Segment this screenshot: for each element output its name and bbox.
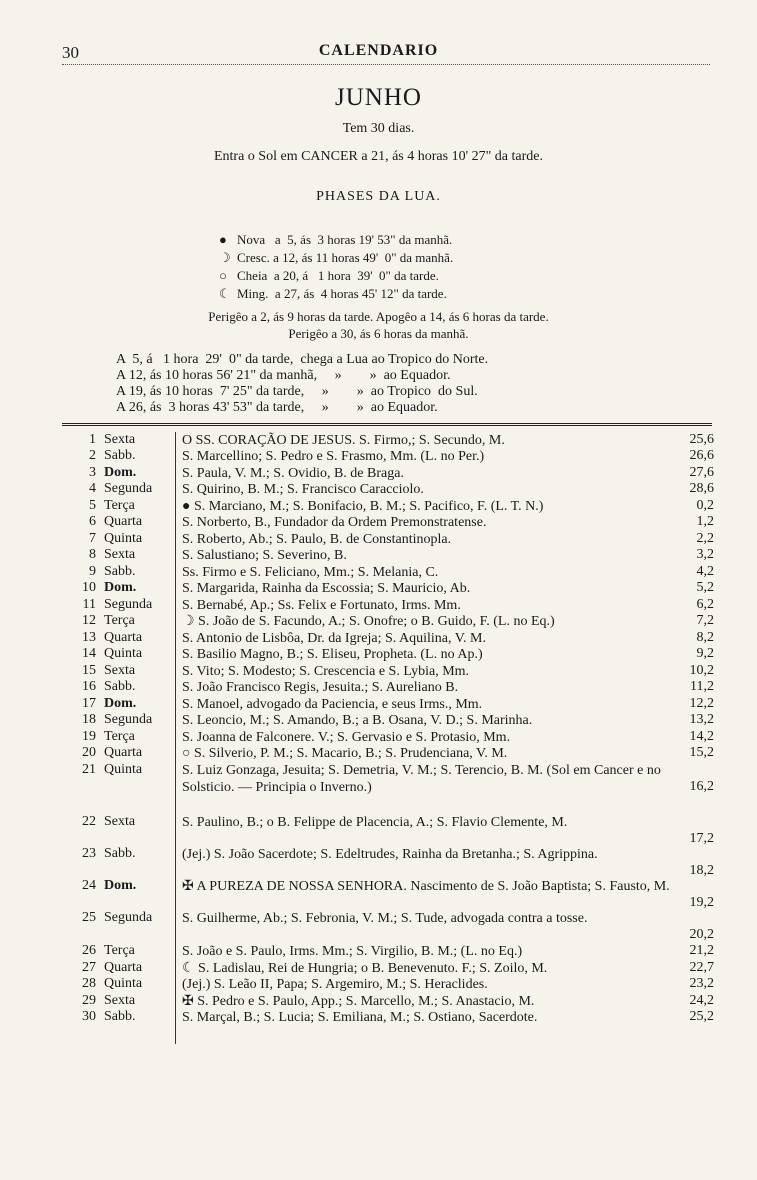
saints-entry: S. Antonio de Lisbôa, Dr. da Igreja; S. Aquilina, V. M. bbox=[182, 631, 486, 646]
day-number: 3 bbox=[89, 465, 96, 480]
weekday: Sabb. bbox=[104, 1009, 136, 1024]
saints-entry: S. Salustiano; S. Severino, B. bbox=[182, 548, 347, 563]
day-number: 12 bbox=[82, 613, 96, 628]
moon-age-value: 28,6 bbox=[689, 481, 714, 496]
weekday: Segunda bbox=[104, 910, 153, 925]
day-number: 29 bbox=[82, 993, 96, 1008]
saints-entry: ☽ S. João de S. Facundo, A.; S. Onofre; o B. Guido, F. (L. no Eq.) bbox=[182, 614, 555, 629]
saints-entry: S. João e S. Paulo, Irms. Mm.; S. Virgilio, B. M.; (L. no Eq.) bbox=[182, 944, 523, 959]
page-number: 30 bbox=[62, 43, 79, 62]
day-number: 18 bbox=[82, 712, 96, 727]
moon-age-value: 13,2 bbox=[689, 712, 714, 727]
saints-entry: S. Joanna de Falconere. V.; S. Gervasio e S. Protasio, Mm. bbox=[182, 730, 511, 745]
day-number: 22 bbox=[82, 814, 96, 829]
moon-age-value: 1,2 bbox=[696, 514, 714, 529]
day-number: 16 bbox=[82, 679, 96, 694]
day-number: 8 bbox=[89, 547, 96, 562]
moon-age-value: 21,2 bbox=[689, 943, 714, 958]
moon-age-value: 10,2 bbox=[689, 663, 714, 678]
moon-age-value: 25,6 bbox=[689, 432, 714, 447]
weekday: Sabb. bbox=[104, 679, 136, 694]
moon-age-value: 0,2 bbox=[696, 498, 714, 513]
moon-age-value: 18,2 bbox=[689, 863, 714, 878]
weekday: Terça bbox=[104, 729, 135, 744]
weekday: Quarta bbox=[104, 960, 143, 975]
sun-entry: Entra o Sol em CANCER a 21, ás 4 horas 10' 27" da tarde. bbox=[213, 149, 543, 164]
tropic-line: A 19, ás 10 horas 7' 25" da tarde, » » ao Tropico do Sul. bbox=[116, 384, 478, 399]
day-number: 17 bbox=[82, 696, 96, 711]
day-number: 5 bbox=[89, 498, 96, 513]
phases-title: PHASES DA LUA. bbox=[316, 189, 441, 204]
moon-age-value: 12,2 bbox=[689, 696, 714, 711]
weekday: Sexta bbox=[104, 663, 136, 678]
saints-entry: S. Leoncio, M.; S. Amando, B.; a B. Osana, V. D.; S. Marinha. bbox=[182, 713, 533, 728]
moon-age-value: 6,2 bbox=[696, 597, 714, 612]
moon-age-value: 23,2 bbox=[689, 976, 714, 991]
saints-entry: S. Margarida, Rainha da Escossia; S. Mauricio, Ab. bbox=[182, 581, 471, 596]
day-number: 13 bbox=[82, 630, 96, 645]
moon-age-value: 2,2 bbox=[696, 531, 714, 546]
day-number: 28 bbox=[82, 976, 96, 991]
weekday: Quarta bbox=[104, 745, 143, 760]
moon-age-value: 11,2 bbox=[690, 679, 714, 694]
weekday: Segunda bbox=[104, 712, 153, 727]
saints-entry: S. Paulino, B.; o B. Felippe de Placencia, A.; S. Flavio Clemente, M. bbox=[182, 815, 568, 830]
weekday: Segunda bbox=[104, 597, 153, 612]
weekday: Sexta bbox=[104, 993, 136, 1008]
weekday: Terça bbox=[104, 498, 135, 513]
weekday: Sexta bbox=[104, 547, 136, 562]
moon-age-value: 27,6 bbox=[689, 465, 714, 480]
moon-age-value: 15,2 bbox=[689, 745, 714, 760]
saints-entry: S. Vito; S. Modesto; S. Crescencia e S. Lybia, Mm. bbox=[182, 664, 470, 679]
day-number: 20 bbox=[82, 745, 96, 760]
day-number: 10 bbox=[82, 580, 96, 595]
phase-row: ● Nova a 5, ás 3 horas 19' 53" da manhã. bbox=[219, 232, 453, 247]
weekday: Sexta bbox=[104, 814, 136, 829]
weekday: Dom. bbox=[104, 696, 137, 711]
weekday: Sexta bbox=[104, 432, 136, 447]
weekday: Segunda bbox=[104, 481, 153, 496]
weekday: Dom. bbox=[104, 465, 137, 480]
tropic-line: A 26, ás 3 horas 43' 53" da tarde, » » ao Equador. bbox=[116, 400, 438, 415]
day-number: 30 bbox=[82, 1009, 96, 1024]
moon-age-value: 22,7 bbox=[689, 960, 714, 975]
column-divider bbox=[175, 432, 176, 1044]
saints-entry: S. Manoel, advogado da Paciencia, e seus Irms., Mm. bbox=[182, 697, 483, 712]
day-number: 15 bbox=[82, 663, 96, 678]
new-moon-icon: ● bbox=[219, 232, 227, 247]
day-number: 25 bbox=[82, 910, 96, 925]
day-number: 9 bbox=[89, 564, 96, 579]
moon-age-value: 16,2 bbox=[689, 779, 714, 794]
full-moon-icon: ○ bbox=[219, 268, 227, 283]
day-number: 2 bbox=[89, 448, 96, 463]
day-number: 23 bbox=[82, 846, 96, 861]
moon-age-value: 20,2 bbox=[689, 927, 714, 942]
phase-row: ☾ Ming. a 27, ás 4 horas 45' 12" da tarde. bbox=[219, 286, 447, 301]
saints-entry: ✠ S. Pedro e S. Paulo, App.; S. Marcello, M.; S. Anastacio, M. bbox=[182, 994, 535, 1009]
saints-entry: S. Basilio Magno, B.; S. Eliseu, Propheta. (L. no Ap.) bbox=[182, 647, 483, 662]
saints-entry: S. Roberto, Ab.; S. Paulo, B. de Constantinopla. bbox=[182, 532, 452, 547]
day-number: 14 bbox=[82, 646, 96, 661]
tropic-line: A 5, á 1 hora 29' 0" da tarde, chega a Lua ao Tropico do Norte. bbox=[116, 352, 489, 367]
saints-entry: (Jej.) S. João Sacerdote; S. Edeltrudes, Rainha da Bretanha.; S. Agrippina. bbox=[182, 847, 598, 862]
moon-age-value: 19,2 bbox=[689, 895, 714, 910]
weekday: Terça bbox=[104, 943, 135, 958]
weekday: Quinta bbox=[104, 762, 143, 777]
day-number: 21 bbox=[82, 762, 96, 777]
saints-entry: ● S. Marciano, M.; S. Bonifacio, B. M.; S. Pacifico, F. (L. T. N.) bbox=[182, 499, 544, 514]
moon-age-value: 8,2 bbox=[696, 630, 714, 645]
moon-age-value: 14,2 bbox=[689, 729, 714, 744]
weekday: Quinta bbox=[104, 531, 143, 546]
weekday: Quarta bbox=[104, 630, 143, 645]
moon-age-value: 26,6 bbox=[689, 448, 714, 463]
saints-entry: ☾ S. Ladislau, Rei de Hungria; o B. Benevenuto. F.; S. Zoilo, M. bbox=[182, 961, 548, 976]
table-rule bbox=[62, 423, 712, 426]
saints-entry: S. Marcellino; S. Pedro e S. Frasmo, Mm. (L. no Per.) bbox=[182, 449, 485, 464]
running-title: CALENDARIO bbox=[318, 42, 439, 59]
days-count: Tem 30 dias. bbox=[342, 121, 415, 136]
saints-entry: O SS. CORAÇÃO DE JESUS. S. Firmo,; S. Secundo, M. bbox=[182, 433, 505, 448]
weekday: Sabb. bbox=[104, 448, 136, 463]
weekday: Quarta bbox=[104, 514, 143, 529]
saints-entry: S. Norberto, B., Fundador da Ordem Premonstratense. bbox=[182, 515, 487, 530]
day-number: 24 bbox=[82, 878, 96, 893]
perigee-line: Perigêo a 30, ás 6 horas da manhã. bbox=[288, 326, 469, 341]
weekday: Sabb. bbox=[104, 564, 136, 579]
day-number: 1 bbox=[89, 432, 96, 447]
month-title: JUNHO bbox=[335, 84, 422, 111]
day-number: 7 bbox=[89, 531, 96, 546]
weekday: Quinta bbox=[104, 646, 143, 661]
saints-entry: S. Bernabé, Ap.; Ss. Felix e Fortunato, Irms. Mm. bbox=[182, 598, 461, 613]
weekday: Terça bbox=[104, 613, 135, 628]
perigee-line: Perigêo a 2, ás 9 horas da tarde. Apogêo a 14, ás 6 horas da tarde. bbox=[208, 309, 549, 324]
phase-row: ○ Cheia a 20, á 1 hora 39' 0" da tarde. bbox=[219, 268, 439, 283]
saints-entry: S. Luiz Gonzaga, Jesuita; S. Demetria, V. M.; S. Terencio, B. M. (Sol em Cancer e no Solsticio. — Principia o Inverno.) bbox=[182, 763, 661, 795]
saints-entry: ✠ A PUREZA DE NOSSA SENHORA. Nascimento de S. João Baptista; S. Fausto, M. bbox=[182, 879, 670, 894]
moon-age-value: 17,2 bbox=[689, 831, 714, 846]
day-number: 11 bbox=[82, 597, 96, 612]
saints-entry: S. João Francisco Regis, Jesuita.; S. Aureliano B. bbox=[182, 680, 459, 695]
saints-entry: S. Paula, V. M.; S. Ovidio, B. de Braga. bbox=[182, 466, 404, 481]
phase-row: ☽ Cresc. a 12, ás 11 horas 49' 0" da manhã. bbox=[219, 250, 454, 265]
saints-entry: (Jej.) S. Leão II, Papa; S. Argemiro, M.; S. Heraclides. bbox=[182, 977, 488, 992]
waxing-moon-icon: ☽ bbox=[219, 250, 231, 265]
saints-entry: S. Guilherme, Ab.; S. Febronia, V. M.; S. Tude, advogada contra a tosse. bbox=[182, 911, 588, 926]
tropic-line: A 12, ás 10 horas 56' 21" da manhã, » » ao Equador. bbox=[116, 368, 451, 383]
saints-entry: S. Marçal, B.; S. Lucia; S. Emiliana, M.; S. Ostiano, Sacerdote. bbox=[182, 1010, 538, 1025]
saints-entry: S. Quirino, B. M.; S. Francisco Caracciolo. bbox=[182, 482, 424, 497]
day-number: 4 bbox=[89, 481, 96, 496]
weekday: Dom. bbox=[104, 878, 137, 893]
waning-moon-icon: ☾ bbox=[219, 286, 231, 301]
weekday: Quinta bbox=[104, 976, 143, 991]
weekday: Dom. bbox=[104, 580, 137, 595]
moon-age-value: 5,2 bbox=[696, 580, 714, 595]
moon-age-value: 25,2 bbox=[689, 1009, 714, 1024]
moon-age-value: 9,2 bbox=[696, 646, 714, 661]
day-number: 26 bbox=[82, 943, 96, 958]
moon-age-value: 24,2 bbox=[689, 993, 714, 1008]
saints-entry: ○ S. Silverio, P. M.; S. Macario, B.; S. Prudenciana, V. M. bbox=[182, 746, 508, 761]
header-rule bbox=[62, 64, 710, 65]
saints-entry: Ss. Firmo e S. Feliciano, Mm.; S. Melania, C. bbox=[182, 565, 439, 580]
moon-age-value: 4,2 bbox=[696, 564, 714, 579]
moon-age-value: 7,2 bbox=[696, 613, 714, 628]
day-number: 19 bbox=[82, 729, 96, 744]
day-number: 27 bbox=[82, 960, 96, 975]
day-number: 6 bbox=[89, 514, 96, 529]
weekday: Sabb. bbox=[104, 846, 136, 861]
moon-age-value: 3,2 bbox=[696, 547, 714, 562]
